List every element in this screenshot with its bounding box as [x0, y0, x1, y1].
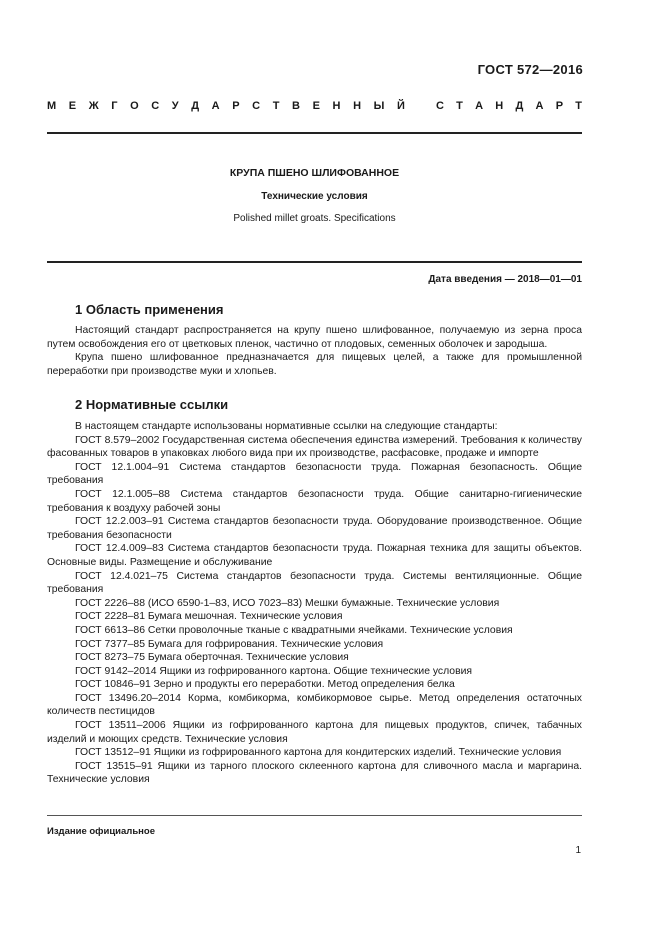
section-1-body	[47, 324, 582, 378]
banner-letter: Н	[495, 100, 504, 112]
reference-line: ГОСТ 13511–2006 Ящики из гофрированного картона для пищевых продуктов, спичек, табачных изделий и моющих средств. Технические условия	[47, 720, 582, 745]
section-2-heading: 2 Нормативные ссылки	[75, 397, 229, 412]
reference-line: ГОСТ 7377–85 Бумага для гофрирования. Технические условия	[75, 638, 384, 650]
standard-type-banner	[47, 100, 582, 112]
header-rule	[47, 132, 582, 134]
title-rule	[47, 261, 582, 263]
reference-line: ГОСТ 12.1.005–88 Система стандартов безопасности труда. Общие санитарно-гигиенические требования к воздуху рабочей зоны	[47, 488, 582, 514]
banner-letter: Е	[68, 100, 77, 112]
reference-line: ГОСТ 13512–91 Ящики из гофрированного картона для кондитерских изделий. Технические условия	[75, 747, 562, 759]
banner-letter: А	[475, 100, 484, 112]
reference-line: ГОСТ 12.1.004–91 Система стандартов безопасности труда. Пожарная безопасность. Общие требования	[47, 461, 582, 487]
banner-letter: С	[151, 100, 160, 112]
banner-letter: С	[436, 100, 444, 112]
reference-line: ГОСТ 12.2.003–91 Система стандартов безопасности труда. Оборудование производственное. Общие требования безопасности	[47, 516, 582, 541]
banner-letter: Д	[191, 100, 200, 112]
banner-letter: Н	[332, 100, 341, 112]
section-1-paragraph: Настоящий стандарт распространяется на крупу пшено шлифованное, получаемую из зерна проса путем освобождения его от цветковых пленок, частично от плодовых, семенных оболочек и зародыша.	[47, 325, 582, 350]
reference-line: ГОСТ 12.4.021–75 Система стандартов безопасности труда. Системы вентиляционные. Общие требования	[47, 570, 582, 596]
banner-letter: В	[292, 100, 300, 112]
footer-rule	[47, 815, 582, 816]
reference-line: В настоящем стандарте использованы нормативные ссылки на следующие стандарты:	[75, 421, 498, 432]
reference-line: ГОСТ 2228–81 Бумага мешочная. Технические условия	[75, 611, 343, 623]
reference-line: ГОСТ 8.579–2002 Государственная система обеспечения единства измерений. Требования к количеству фасованных товаров в упаковках любого вида при их производстве, расфасовке, продаже и импорте	[47, 434, 582, 460]
reference-line: ГОСТ 10846–91 Зерно и продукты его переработки. Метод определения белка	[75, 679, 455, 691]
banner-letter: С	[252, 100, 261, 112]
section-1-heading: 1 Область применения	[75, 302, 224, 317]
section-2-body	[47, 420, 582, 787]
banner-letter: Н	[353, 100, 362, 112]
section-1-paragraph: Крупа пшено шлифованное предназначается для пищевых целей, а также для промышленной переработки при производстве муки и хлопьев.	[47, 352, 582, 377]
banner-letter: А	[535, 100, 544, 112]
banner-letter: Р	[232, 100, 240, 112]
banner-letter: Т	[456, 100, 463, 112]
banner-letter: Т	[272, 100, 280, 112]
banner-letter: Д	[515, 100, 524, 112]
banner-letter: Ы	[373, 100, 385, 112]
reference-line: ГОСТ 9142–2014 Ящики из гофрированного картона. Общие технические условия	[75, 665, 473, 677]
document-title: КРУПА ПШЕНО ШЛИФОВАННОЕ	[229, 167, 400, 179]
document-subtitle: Технические условия	[261, 191, 368, 202]
banner-letter: Ж	[88, 100, 99, 112]
banner-letter: Р	[555, 100, 564, 112]
banner-letter: А	[211, 100, 220, 112]
standard-type-word-standard	[436, 100, 582, 112]
document-code: ГОСТ 572—2016	[477, 62, 583, 77]
reference-line: ГОСТ 13515–91 Ящики из тарного плоского склеенного картона для сливочного масла и маргарина. Технические условия	[47, 760, 582, 786]
page-number: 1	[575, 845, 581, 856]
banner-letter: У	[171, 100, 179, 112]
banner-letter: Г	[111, 100, 118, 112]
reference-line: ГОСТ 2226–88 (ИСО 6590-1–83, ИСО 7023–83) Мешки бумажные. Технические условия	[75, 597, 500, 609]
banner-letter: М	[47, 100, 57, 112]
banner-letter: Й	[396, 100, 405, 112]
banner-letter: Т	[575, 100, 582, 112]
introduction-date: Дата введения — 2018—01—01	[428, 274, 582, 285]
document-title-english: Polished millet groats. Specifications	[233, 213, 396, 224]
edition-note: Издание официальное	[47, 826, 155, 837]
banner-letter: О	[130, 100, 139, 112]
reference-line: ГОСТ 13496.20–2014 Корма, комбикорма, комбикормовое сырье. Метод определения остаточных количеств пестицидов	[47, 692, 582, 718]
reference-line: ГОСТ 8273–75 Бумага оберточная. Технические условия	[75, 652, 349, 664]
banner-letter: Е	[312, 100, 320, 112]
standard-type-word-interstate	[47, 100, 405, 112]
reference-line: ГОСТ 6613–86 Сетки проволочные тканые с квадратными ячейками. Технические условия	[75, 624, 513, 636]
reference-line: ГОСТ 12.4.009–83 Система стандартов безопасности труда. Пожарная техника для защиты объектов. Основные виды. Размещение и обслуживание	[47, 543, 582, 568]
